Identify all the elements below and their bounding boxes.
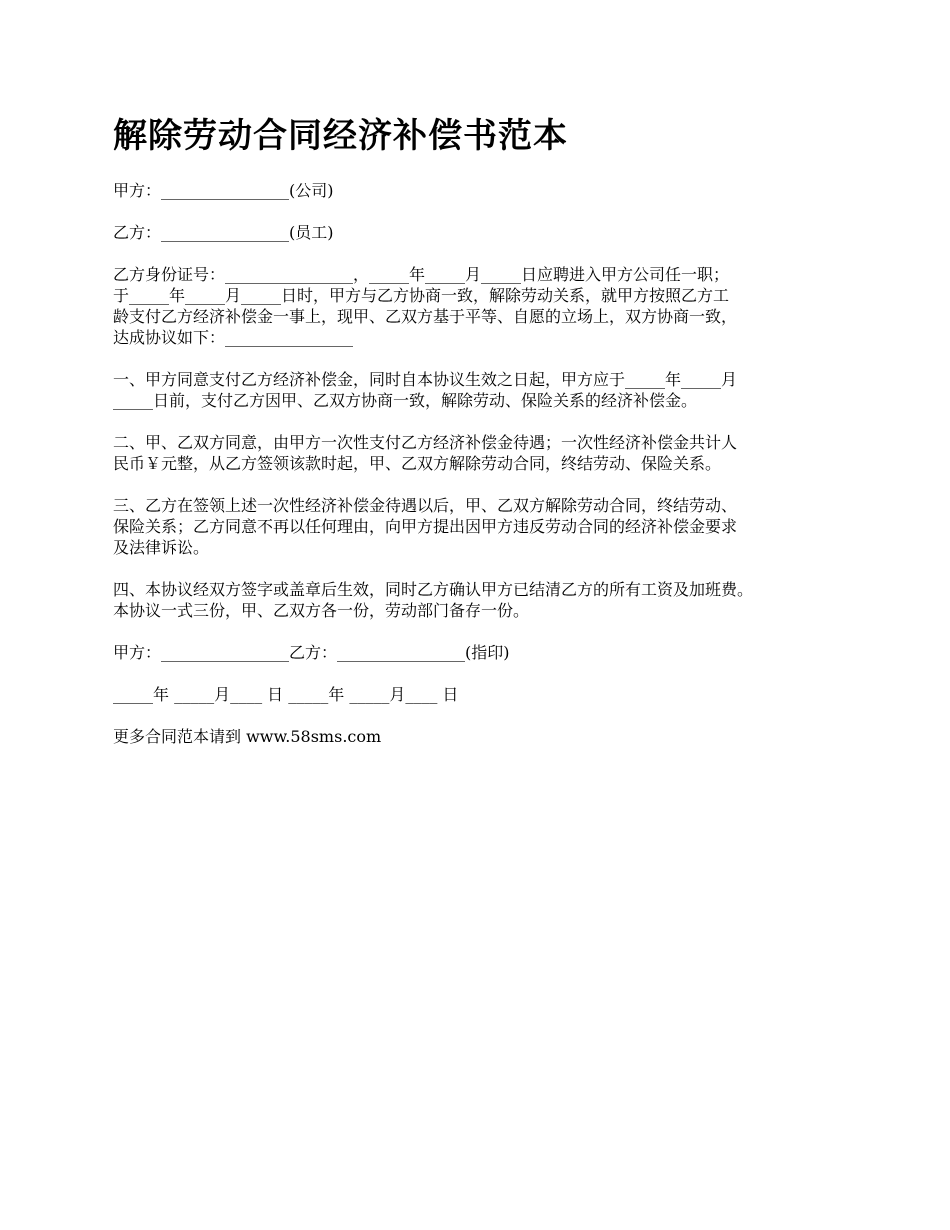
date-line: _____年 _____月____ 日 _____年 _____月____ 日 [113, 685, 459, 704]
intro-paragraph: 乙方身份证号：________________，_____年_____月_____日应聘进入甲方公司任一职； 于_____年_____月_____日时，甲方与乙方协商一致，解除劳动关系，就甲方按照乙方工 龄支付乙方经济补偿金一事上，现甲、乙双方基于平等、自愿的立场上，双方协商一致， 达成协议如下：________________ [113, 265, 738, 347]
clause-4: 四、本协议经双方签字或盖章后生效，同时乙方确认甲方已结清乙方的所有工资及加班费。 本协议一式三份，甲、乙双方各一份，劳动部门备存一份。 [113, 580, 754, 620]
clause-2: 二、甲、乙双方同意，由甲方一次性支付乙方经济补偿金待遇；一次性经济补偿金共计人 民币￥元整，从乙方签领该款时起，甲、乙双方解除劳动合同，终结劳动、保险关系。 [113, 433, 738, 473]
signature-line: 甲方：________________乙方：________________(指印) [113, 643, 510, 662]
clause-1: 一、甲方同意支付乙方经济补偿金，同时自本协议生效之日起，甲方应于_____年_____月 _____日前，支付乙方因甲、乙双方协商一致，解除劳动、保险关系的经济补偿金。 [113, 370, 738, 410]
document-title: 解除劳动合同经济补偿书范本 [113, 116, 568, 156]
clause-3: 三、乙方在签领上述一次性经济补偿金待遇以后，甲、乙双方解除劳动合同，终结劳动、 保险关系；乙方同意不再以任何理由，向甲方提出因甲方违反劳动合同的经济补偿金要求 及法律诉讼。 [113, 496, 738, 557]
party-b-line: 乙方：________________(员工) [113, 223, 334, 242]
document-page [113, 112, 873, 768]
party-a-line: 甲方：________________(公司) [113, 181, 334, 200]
footer-link-text: 更多合同范本请到 www.58sms.com [113, 727, 382, 746]
